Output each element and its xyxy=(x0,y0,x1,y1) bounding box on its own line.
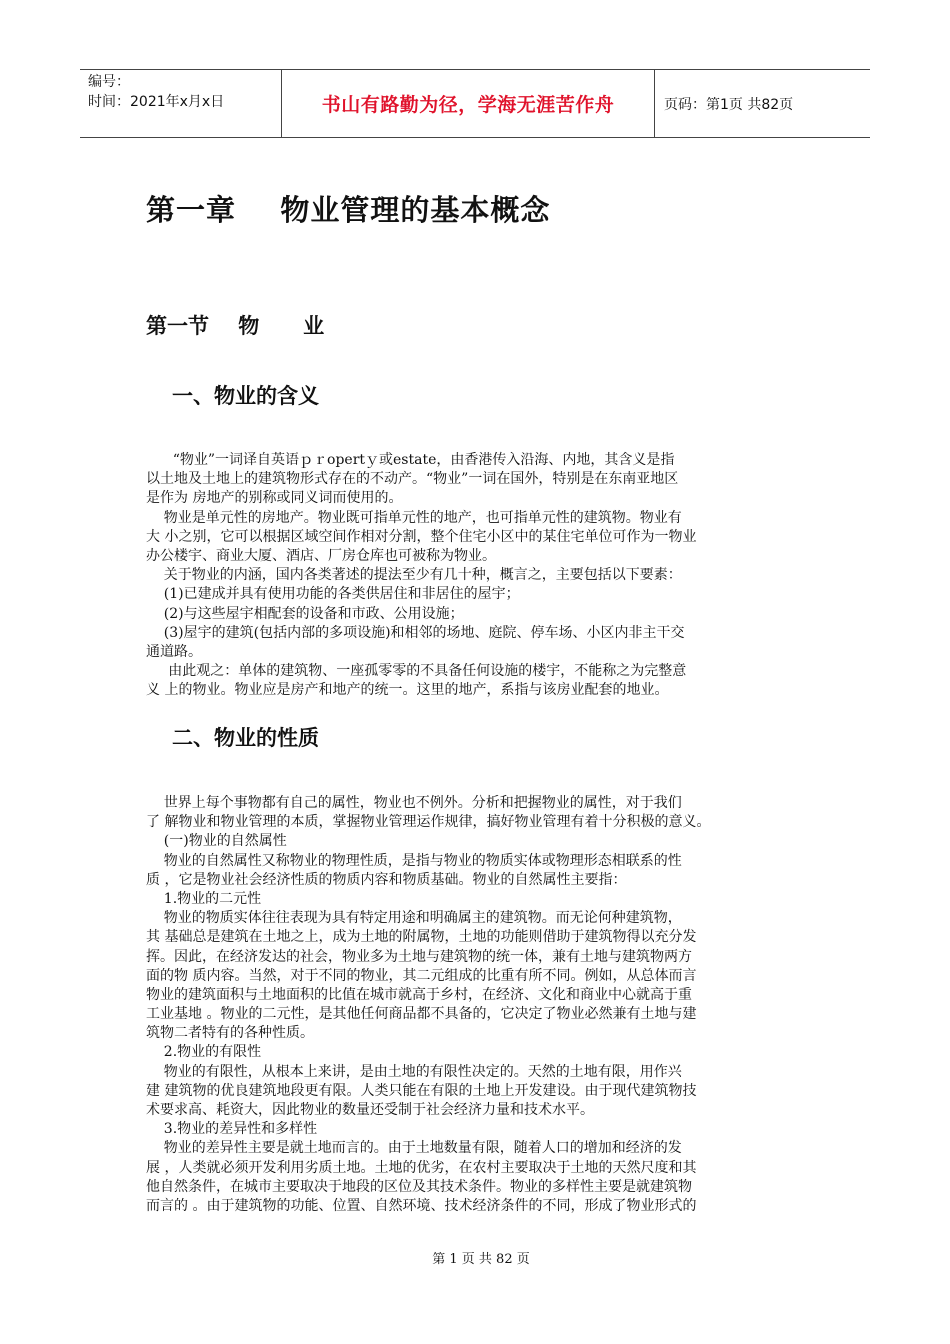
paragraph-block-nature xyxy=(146,794,811,1216)
text-line: 质 ，它是物业社会经济性质的物质内容和物质基础。物业的自然属性主要指： xyxy=(146,871,627,888)
text-line: 他自然条件，在城市主要取决于地段的区位及其技术条件。物业的多样性主要是就建筑物 xyxy=(146,1178,692,1195)
text-line: 物业的物质实体往往表现为具有特定用途和明确属主的建筑物。而无论何种建筑物， xyxy=(146,910,682,927)
paragraph-block-meaning xyxy=(146,451,811,700)
page-info: 页码：第1页 共82页 xyxy=(664,96,794,113)
text-line: 建 建筑物的优良建筑地段更有限。人类只能在有限的土地上开发建设。由于现代建筑物技 xyxy=(146,1082,697,1099)
text-line: (一)物业的自然属性 xyxy=(146,833,287,850)
page-footer: 第 1 页 共 82 页 xyxy=(432,1252,530,1267)
text-line: 以土地及土地上的建筑物形式存在的不动产。“物业”一词在国外，特别是在东南亚地区 xyxy=(146,471,679,488)
header-table xyxy=(80,69,870,138)
text-line: 大 小之别，它可以根据区域空间作相对分割，整个住宅小区中的某住宅单位可作为一物业 xyxy=(146,528,697,545)
text-line: 工业基地 。物业的二元性，是其他任何商品都不具备的，它决定了物业必然兼有土地与建 xyxy=(146,1006,697,1023)
text-line: 是作为 房地产的别称或同义词而使用的。 xyxy=(146,490,403,507)
text-line: 筑物二者特有的各种性质。 xyxy=(146,1025,314,1042)
text-line: 1.物业的二元性 xyxy=(146,890,262,907)
heading-nature: 二、物业的性质 xyxy=(172,726,319,750)
text-line: 物业的有限性，从根本上来讲，是由土地的有限性决定的。天然的土地有限，用作兴 xyxy=(146,1063,682,1080)
text-line: “物业”一词译自英语ｐｒopertｙ或estate，由香港传入沿海、内地，其含义是指 xyxy=(146,452,675,468)
text-line: 2.物业的有限性 xyxy=(146,1044,262,1061)
text-line: 术要求高、耗资大，因此物业的数量还受制于社会经济力量和技术水平。 xyxy=(146,1102,594,1118)
text-line: 而言的 。由于建筑物的功能、位置、自然环境、技术经济条件的不同，形成了物业形式的 xyxy=(146,1197,697,1214)
text-line: 了 解物业和物业管理的本质，掌握物业管理运作规律，搞好物业管理有着十分积极的意义。 xyxy=(146,814,711,831)
text-line: 世界上每个事物都有自己的属性，物业也不例外。分析和把握物业的属性，对于我们 xyxy=(146,795,682,811)
text-line: 面的物 质内容。当然，对于不同的物业，其二元组成的比重有所不同。例如，从总体而言 xyxy=(146,967,697,984)
text-line: 物业是单元性的房地产。物业既可指单元性的地产，也可指单元性的建筑物。物业有 xyxy=(146,509,682,526)
text-line: 挥。因此，在经济发达的社会，物业多为土地与建筑物的统一体，兼有土地与建筑物两方 xyxy=(146,948,692,965)
text-line: 办公楼宇、商业大厦、酒店、厂房仓库也可被称为物业。 xyxy=(146,547,496,564)
chapter-title: 第一章 物业管理的基本概念 xyxy=(146,193,551,227)
motto: 书山有路勤为径，学海无涯苦作舟 xyxy=(281,70,655,137)
text-line: 物业的建筑面积与土地面积的比值在城市就高于乡村，在经济、文化和商业中心就高于重 xyxy=(146,986,692,1003)
text-line: 关于物业的内涵，国内各类著述的提法至少有几十种，概言之，主要包括以下要素： xyxy=(146,567,682,584)
text-line: 展 ，人类就必须开发利用劣质土地。土地的优劣，在农村主要取决于土地的天然尺度和其 xyxy=(146,1159,697,1176)
text-line: (1)已建成并具有使用功能的各类供居住和非居住的屋宇； xyxy=(146,586,520,603)
code-label: 编号： xyxy=(88,74,130,90)
text-line: 由此观之：单体的建筑物、一座孤零零的不具备任何设施的楼宇，不能称之为完整意 xyxy=(146,663,687,680)
text-line: 3.物业的差异性和多样性 xyxy=(146,1121,318,1138)
date-label: 时间：2021年x月x日 xyxy=(88,94,225,110)
text-line: 义 上的物业。物业应是房产和地产的统一。这里的地产，系指与该房业配套的地业。 xyxy=(146,682,669,699)
text-line: 物业的自然属性又称物业的物理性质，是指与物业的物质实体或物理形态相联系的性 xyxy=(146,852,682,869)
heading-meaning: 一、物业的含义 xyxy=(172,384,319,408)
text-line: (2)与这些屋宇相配套的设备和市政、公用设施； xyxy=(146,605,464,622)
text-line: 通道路。 xyxy=(146,643,202,660)
section-title: 第一节 物 业 xyxy=(146,314,325,338)
header-info-cell xyxy=(80,70,281,137)
text-line: 其 基础总是建筑在土地之上，成为土地的附属物，土地的功能则借助于建筑物得以充分发 xyxy=(146,929,697,946)
text-line: (3)屋宇的建筑(包括内部的多项设施)和相邻的场地、庭院、停车场、小区内非主干交 xyxy=(146,624,685,641)
text-line: 物业的差异性主要是就土地而言的。由于土地数量有限，随着人口的增加和经济的发 xyxy=(146,1140,682,1157)
